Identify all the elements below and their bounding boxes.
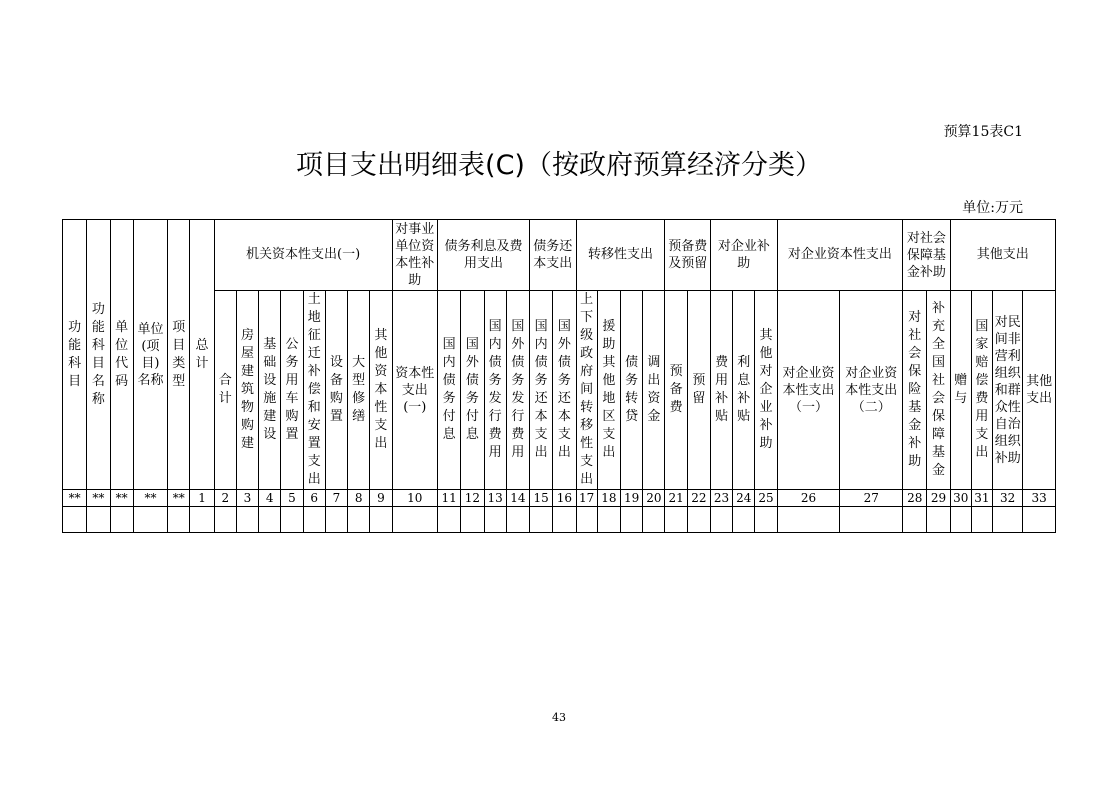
index-cell: 21 [665,490,687,507]
table-cell [620,507,642,533]
table-cell [576,507,597,533]
col-header-31: 国家赔偿费用支出 [971,291,992,490]
page-number: 43 [552,711,566,724]
col-header-26: 对企业资本性支出（一） [777,291,840,490]
budget-table [62,219,1056,533]
group-header-6: 预备费及预留 [665,220,710,291]
col-header-27: 对企业资本性支出（二） [840,291,903,490]
index-row [63,490,1056,507]
index-cell: 22 [687,490,710,507]
col-header-33: 其他支出 [1023,291,1056,490]
col-header-16: 国外债务还本支出 [553,291,576,490]
group-header-2: 对事业单位资本性补助 [392,220,437,291]
group-header-8: 对企业资本性支出 [777,220,902,291]
col-header-5: 公务用车购置 [281,291,303,490]
group-header-1: 机关资本性支出(一) [214,220,392,291]
table-cell [733,507,755,533]
index-cell: 9 [370,490,392,507]
col-header-29: 补充全国社会保障基金 [927,291,950,490]
col-header-22: 预留 [687,291,710,490]
table-cell [461,507,484,533]
table-cell [110,507,133,533]
index-cell: 31 [971,490,992,507]
index-cell: 10 [392,490,437,507]
index-cell: ** [133,490,167,507]
index-cell: 29 [927,490,950,507]
col-header-23: 费用补贴 [710,291,732,490]
table-cell [950,507,971,533]
table-cell [438,507,461,533]
table-cell [553,507,576,533]
col-header-1: 总计 [190,220,214,490]
table-cell [903,507,927,533]
col-header-11: 国内债务付息 [438,291,461,490]
group-header-4: 债务还本支出 [530,220,577,291]
index-cell: 27 [840,490,903,507]
col-header-20: 调出资金 [643,291,665,490]
empty-data-row [63,507,1056,533]
col-header-9: 其他资本性支出 [370,291,392,490]
table-cell [506,507,529,533]
table-cell [370,507,392,533]
index-cell: 25 [755,490,777,507]
table-cell [665,507,687,533]
col-header-24: 利息补贴 [733,291,755,490]
index-cell: 3 [236,490,258,507]
index-cell: 8 [348,490,370,507]
table-cell [643,507,665,533]
index-cell: 20 [643,490,665,507]
index-cell: 15 [530,490,553,507]
col-header-type: 项目类型 [168,220,190,490]
table-cell [325,507,347,533]
index-cell: 12 [461,490,484,507]
index-cell: ** [168,490,190,507]
group-header-7: 对企业补助 [710,220,777,291]
col-header-4: 基础设施建设 [259,291,281,490]
group-header-3: 债务利息及费用支出 [438,220,530,291]
col-header-7: 设备购置 [325,291,347,490]
col-header-17: 上下级政府间转移性支出 [576,291,597,490]
table-cell [530,507,553,533]
table-cell [190,507,214,533]
col-header-unitcode: 单位代码 [110,220,133,490]
col-header-2: 合计 [214,291,236,490]
col-header-25: 其他对企业补助 [755,291,777,490]
table-cell [687,507,710,533]
table-cell [392,507,437,533]
table-cell [133,507,167,533]
index-cell: 6 [303,490,325,507]
index-cell: 16 [553,490,576,507]
table-cell [710,507,732,533]
table-cell [236,507,258,533]
unit-label: 单位:万元 [962,200,1023,216]
col-header-10: 资本性支出(一) [392,291,437,490]
col-header-6: 土地征迁补偿和安置支出 [303,291,325,490]
group-header-5: 转移性支出 [576,220,665,291]
index-cell: 26 [777,490,840,507]
index-cell: ** [63,490,87,507]
table-code: 预算15表C1 [943,124,1023,140]
table-cell [214,507,236,533]
group-header-10: 其他支出 [950,220,1055,291]
index-cell: 1 [190,490,214,507]
col-header-14: 国外债务发行费用 [506,291,529,490]
index-cell: 24 [733,490,755,507]
index-cell: 30 [950,490,971,507]
index-cell: 32 [993,490,1023,507]
col-header-21: 预备费 [665,291,687,490]
table-cell [168,507,190,533]
table-cell [1023,507,1056,533]
index-cell: 18 [597,490,620,507]
page-title: 项目支出明细表(C)（按政府预算经济分类） [296,150,822,181]
table-cell [303,507,325,533]
index-cell: 28 [903,490,927,507]
group-header-row [63,220,1056,291]
col-header-unitname: 单位(项目)名称 [133,220,167,490]
table-cell [484,507,506,533]
table-cell [840,507,903,533]
col-header-30: 赠与 [950,291,971,490]
index-cell: 33 [1023,490,1056,507]
index-cell: ** [110,490,133,507]
index-cell: 13 [484,490,506,507]
table-cell [927,507,950,533]
col-header-32: 对民间非营利组织和群众性自治组织补助 [993,291,1023,490]
col-header-13: 国内债务发行费用 [484,291,506,490]
table-cell [993,507,1023,533]
col-header-8: 大型修缮 [348,291,370,490]
group-header-9: 对社会保障基金补助 [903,220,951,291]
table-cell [755,507,777,533]
index-cell: 7 [325,490,347,507]
col-header-func: 功能科目 [63,220,87,490]
col-header-18: 援助其他地区支出 [597,291,620,490]
table-cell [777,507,840,533]
table-cell [348,507,370,533]
index-cell: 11 [438,490,461,507]
index-cell: 5 [281,490,303,507]
index-cell: ** [87,490,110,507]
table-cell [259,507,281,533]
table-cell [87,507,110,533]
table-cell [597,507,620,533]
table-cell [281,507,303,533]
index-cell: 4 [259,490,281,507]
col-header-15: 国内债务还本支出 [530,291,553,490]
index-cell: 14 [506,490,529,507]
index-cell: 19 [620,490,642,507]
index-cell: 2 [214,490,236,507]
table-cell [971,507,992,533]
col-header-12: 国外债务付息 [461,291,484,490]
index-cell: 17 [576,490,597,507]
col-header-28: 对社会保险基金补助 [903,291,927,490]
table-cell [63,507,87,533]
index-cell: 23 [710,490,732,507]
col-header-funcname: 功能科目名称 [87,220,110,490]
col-header-3: 房屋建筑物购建 [236,291,258,490]
col-header-19: 债务转贷 [620,291,642,490]
